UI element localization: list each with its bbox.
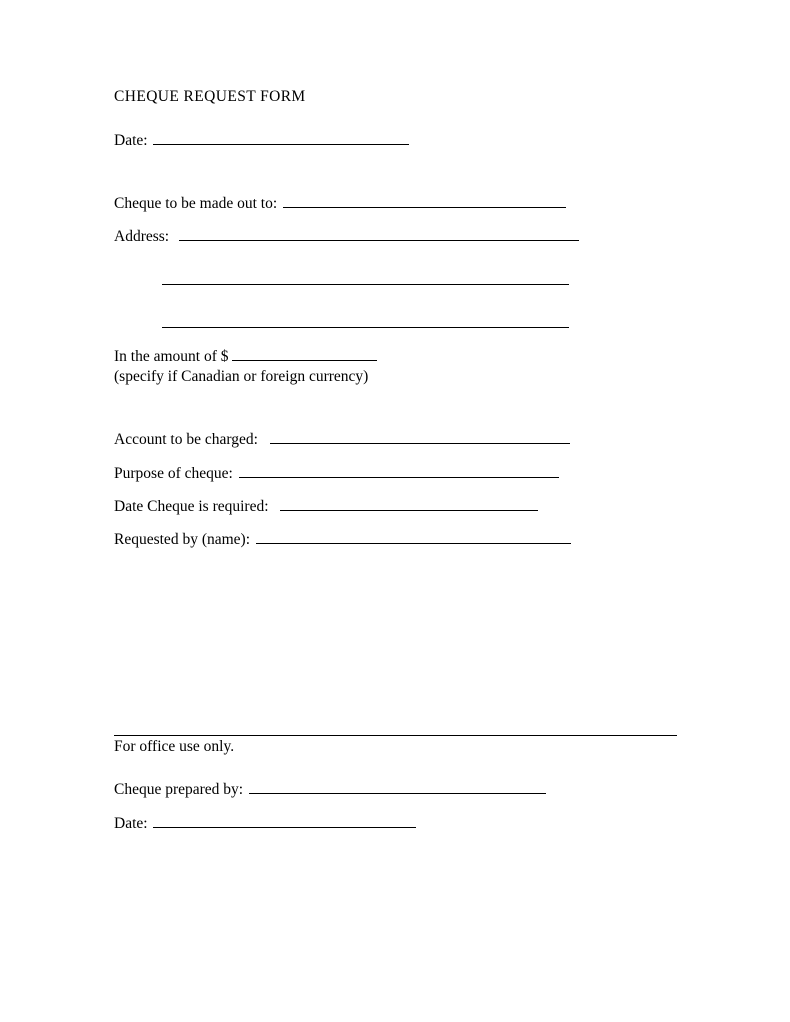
field-date-rule[interactable] [153, 131, 409, 145]
field-address-rule[interactable] [179, 228, 579, 242]
field-date-required-label: Date Cheque is required: [114, 497, 269, 515]
field-requested-by-label: Requested by (name): [114, 531, 251, 549]
field-date-required-rule[interactable] [280, 497, 538, 511]
office-use-section [114, 737, 694, 833]
field-requested-by-rule[interactable] [256, 531, 571, 545]
field-payee-label: Cheque to be made out to: [114, 194, 278, 212]
field-purpose [114, 464, 694, 483]
field-requested-by [114, 530, 694, 549]
field-payee-rule[interactable] [283, 194, 566, 208]
currency-note: (specify if Canadian or foreign currency) [114, 367, 369, 385]
field-purpose-rule[interactable] [239, 464, 559, 478]
field-address-line3 [114, 314, 694, 333]
field-account-rule[interactable] [270, 431, 570, 445]
field-address-label: Address: [114, 228, 170, 246]
page-title: CHEQUE REQUEST FORM [114, 88, 306, 105]
office-section-divider [114, 735, 677, 736]
field-office-date-label: Date: [114, 814, 148, 832]
form-content [114, 88, 694, 550]
field-purpose-label: Purpose of cheque: [114, 464, 233, 482]
field-address-line3-rule[interactable] [162, 314, 569, 328]
field-account-label: Account to be charged: [114, 431, 258, 449]
field-amount-label: In the amount of $ [114, 348, 229, 366]
field-office-date-rule[interactable] [153, 814, 416, 828]
field-cheque-prepared-by-label: Cheque prepared by: [114, 781, 244, 799]
field-cheque-prepared-by [114, 780, 694, 799]
field-office-date [114, 814, 694, 833]
field-date [114, 131, 694, 150]
field-amount [114, 347, 694, 366]
field-amount-rule[interactable] [232, 348, 377, 362]
field-cheque-prepared-by-rule[interactable] [249, 781, 546, 795]
field-account [114, 430, 694, 449]
field-address-line2 [114, 271, 694, 290]
field-payee [114, 194, 694, 213]
field-address-line2-rule[interactable] [162, 271, 569, 285]
office-heading: For office use only. [114, 738, 235, 755]
field-address [114, 227, 694, 246]
field-date-label: Date: [114, 131, 148, 149]
field-date-required [114, 497, 694, 516]
